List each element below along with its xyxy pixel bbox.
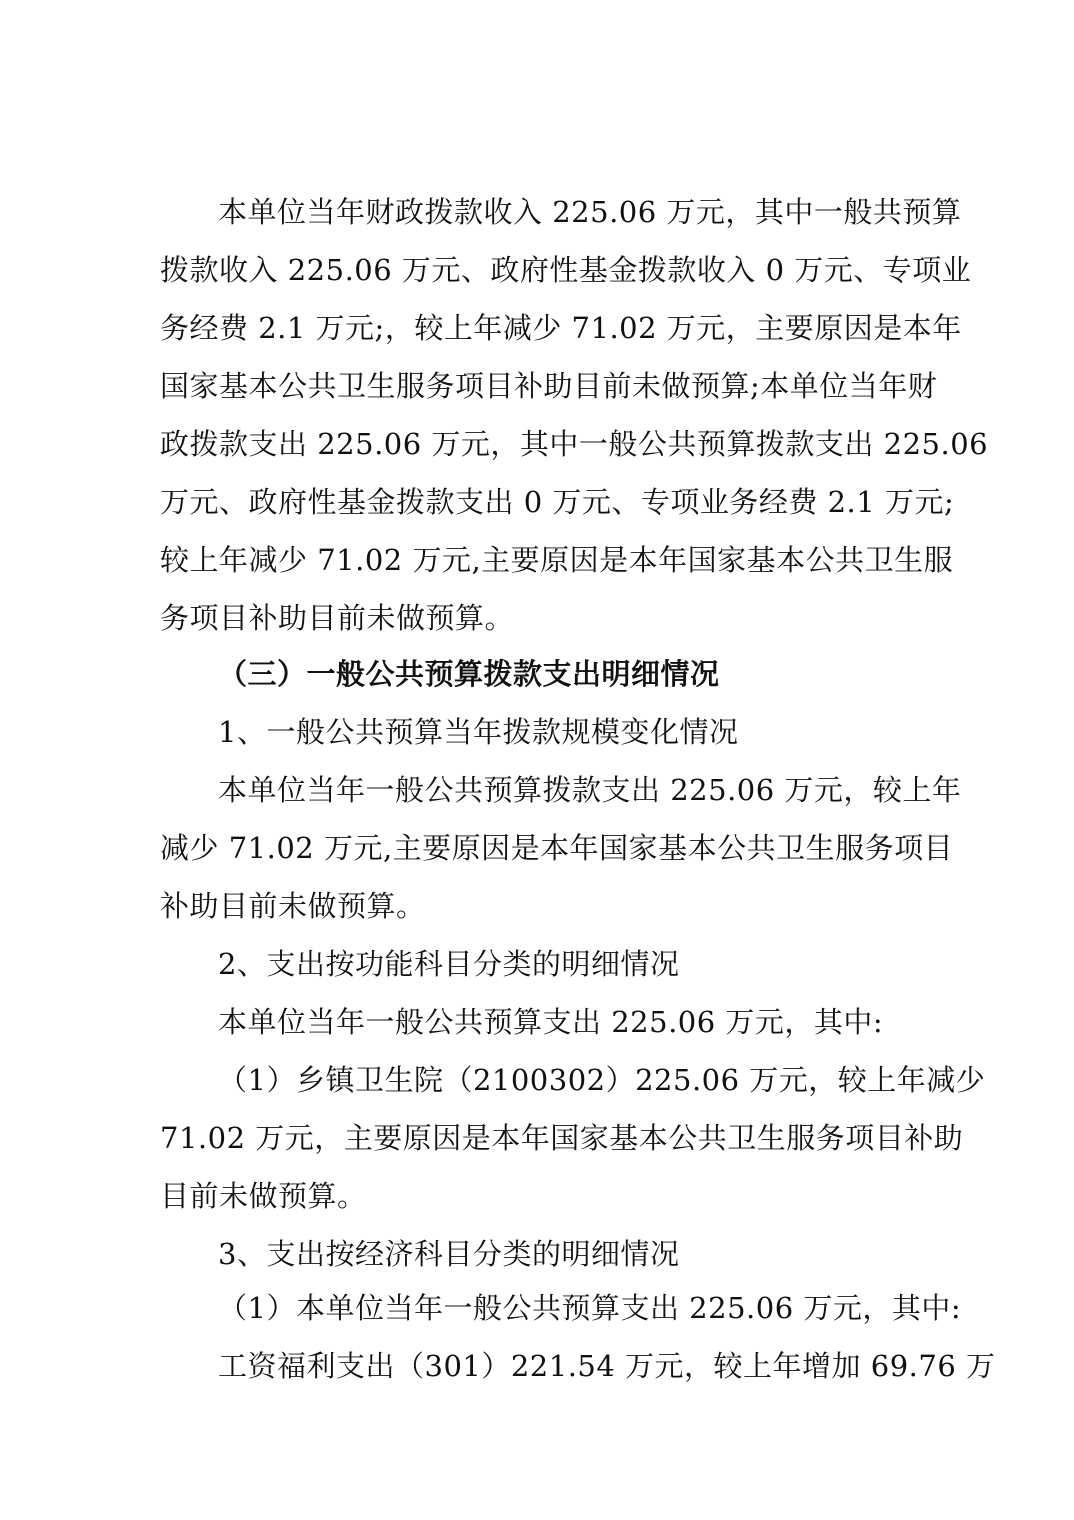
paragraph-1-line-2: 拨款收入 225.06 万元、政府性基金拨款收入 0 万元、专项业: [160, 253, 972, 287]
subheading-3: 3、支出按经济科目分类的明细情况: [218, 1237, 680, 1271]
paragraph-1-line-3: 务经费 2.1 万元;，较上年减少 71.02 万元，主要原因是本年: [160, 311, 962, 345]
paragraph-1-line-6: 万元、政府性基金拨款支出 0 万元、专项业务经费 2.1 万元;: [160, 485, 955, 519]
paragraph-6-line-1: 工资福利支出（301）221.54 万元，较上年增加 69.76 万: [218, 1349, 996, 1383]
paragraph-1-line-5: 政拨款支出 225.06 万元，其中一般公共预算拨款支出 225.06: [160, 427, 989, 461]
paragraph-1-line-7: 较上年减少 71.02 万元,主要原因是本年国家基本公共卫生服: [160, 543, 954, 577]
paragraph-2-line-1: 本单位当年一般公共预算拨款支出 225.06 万元，较上年: [218, 773, 962, 807]
paragraph-2-line-3: 补助目前未做预算。: [160, 889, 426, 923]
paragraph-3-line-1: 本单位当年一般公共预算支出 225.06 万元，其中:: [218, 1005, 884, 1039]
paragraph-4-line-3: 目前未做预算。: [160, 1179, 367, 1213]
paragraph-1-line-4: 国家基本公共卫生服务项目补助目前未做预算;本单位当年财: [160, 369, 938, 403]
paragraph-5-line-1: （1）本单位当年一般公共预算支出 225.06 万元，其中:: [218, 1291, 962, 1325]
paragraph-1-line-8: 务项目补助目前未做预算。: [160, 601, 515, 635]
paragraph-4-line-1: （1）乡镇卫生院（2100302）225.06 万元，较上年减少: [218, 1063, 986, 1097]
subheading-1: 1、一般公共预算当年拨款规模变化情况: [218, 715, 739, 749]
section-heading: （三）一般公共预算拨款支出明细情况: [218, 657, 720, 691]
paragraph-4-line-2: 71.02 万元，主要原因是本年国家基本公共卫生服务项目补助: [160, 1121, 964, 1155]
paragraph-1-line-1: 本单位当年财政拨款收入 225.06 万元，其中一般共预算: [218, 195, 962, 229]
paragraph-2-line-2: 减少 71.02 万元,主要原因是本年国家基本公共卫生服务项目: [160, 831, 954, 865]
subheading-2: 2、支出按功能科目分类的明细情况: [218, 947, 680, 981]
